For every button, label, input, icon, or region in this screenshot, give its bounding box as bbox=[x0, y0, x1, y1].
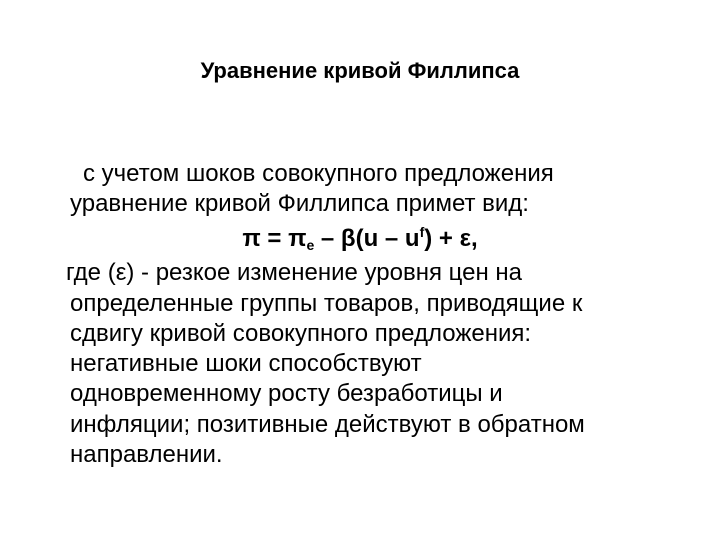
body-line-1: где (ε) - резкое изменение уровня цен на bbox=[66, 259, 522, 286]
formula-expected-pi: π bbox=[288, 225, 307, 252]
formula-natural-superscript: f bbox=[419, 224, 425, 240]
intro-line-1: с учетом шоков совокупного предложения bbox=[83, 160, 554, 187]
formula-beta-term: – β(u – u bbox=[314, 225, 420, 252]
body-line-5: одновременному росту безработицы и bbox=[70, 380, 503, 407]
body-line-4: негативные шоки способствуют bbox=[70, 350, 422, 377]
body-line-7: направлении. bbox=[70, 441, 223, 468]
formula-shock-term: ) + ε, bbox=[424, 225, 478, 252]
body-line-3: сдвигу кривой совокупного предложения: bbox=[70, 320, 532, 347]
body-line-2: определенные группы товаров, приводящие к bbox=[70, 290, 583, 317]
intro-line-2: уравнение кривой Филлипса примет вид: bbox=[70, 190, 529, 217]
body-line-6: инфляции; позитивные действуют в обратном bbox=[70, 411, 585, 438]
formula-pi: π bbox=[242, 225, 261, 252]
formula-equals: = bbox=[260, 225, 289, 252]
slide-title: Уравнение кривой Филлипса bbox=[200, 58, 520, 83]
phillips-curve-formula bbox=[0, 225, 720, 253]
formula-expected-subscript: e bbox=[306, 237, 315, 253]
